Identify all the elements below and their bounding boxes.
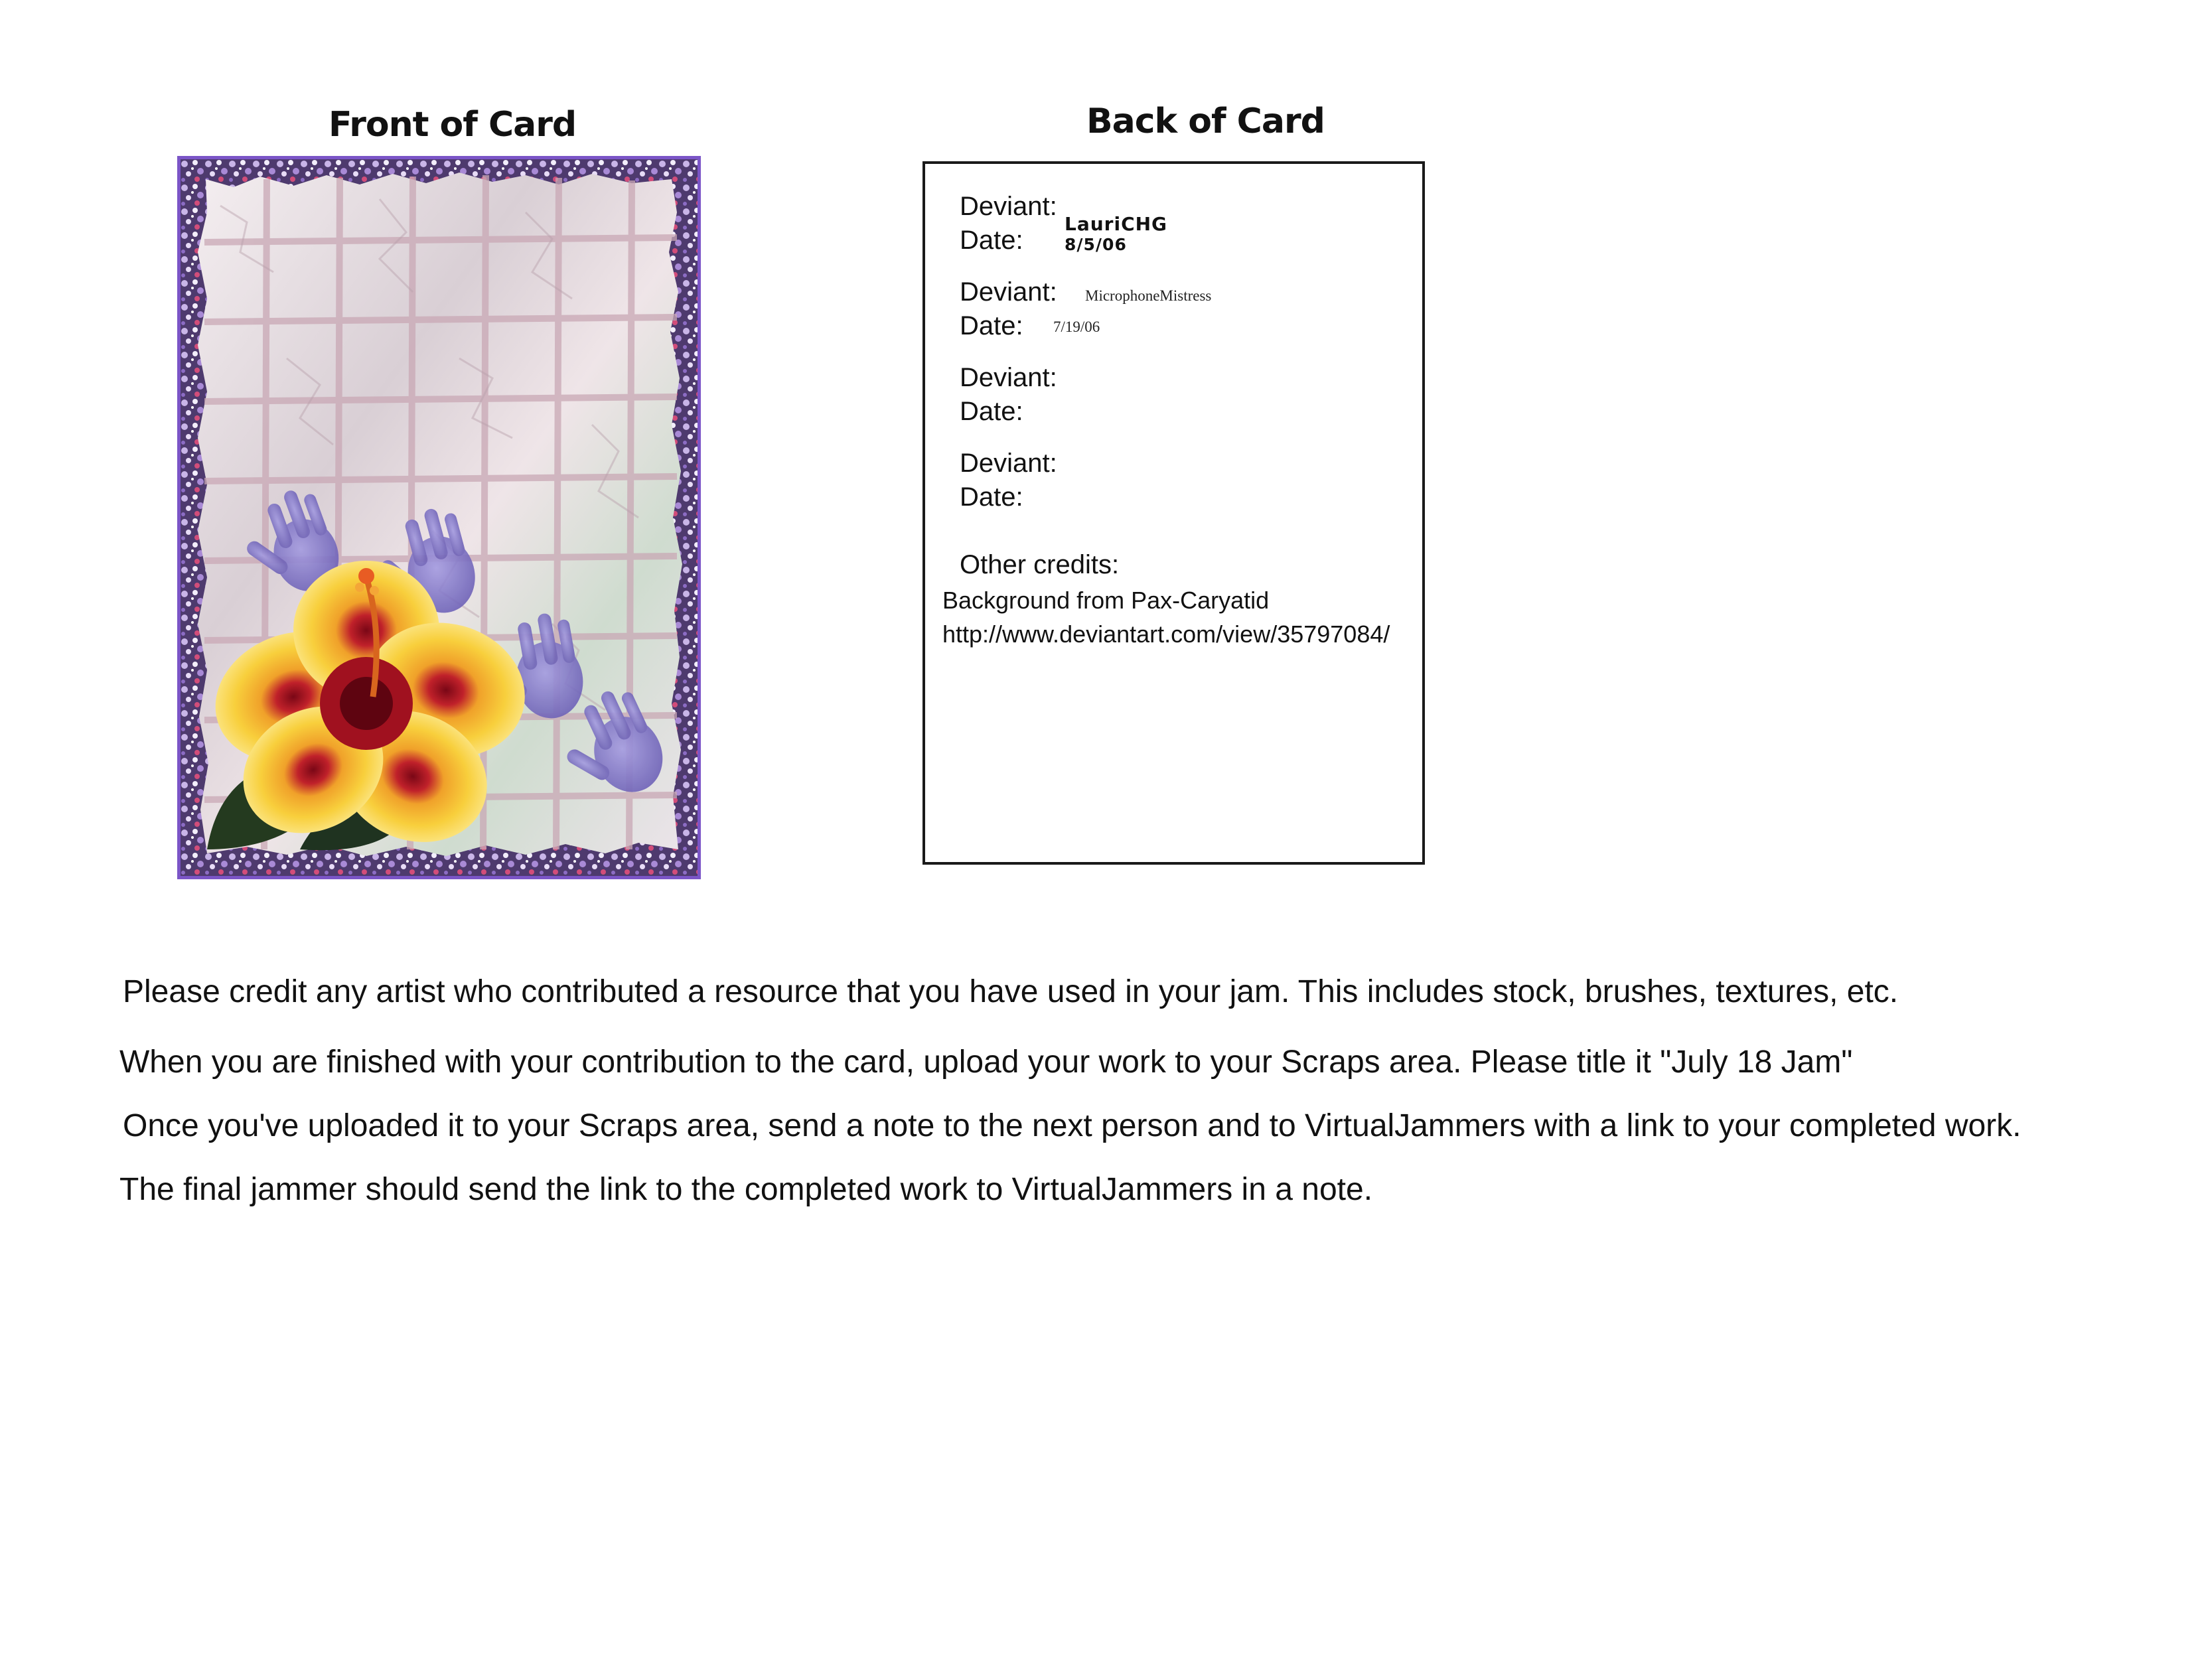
deviant-value-1: LauriCHG (1065, 213, 1168, 235)
instruction-final-jammer: The final jammer should send the link to the completed work to VirtualJammers in a note. (119, 1172, 1373, 1207)
deviant-label-2: Deviant: (960, 277, 1057, 307)
instruction-send-note: Once you've uploaded it to your Scraps area, send a note to the next person and to VirtualJammers with a link to your completed work. (123, 1108, 2022, 1143)
date-label-3: Date: (960, 397, 1023, 426)
other-credits-label: Other credits: (960, 550, 1120, 579)
date-value-2: 7/19/06 (1053, 319, 1100, 335)
instruction-credit-artists: Please credit any artist who contributed a resource that you have used in your jam. This includes stock, brushes, textures, etc. (123, 974, 1899, 1009)
deviant-label-1: Deviant: (960, 192, 1057, 221)
instruction-upload-scraps: When you are finished with your contribution to the card, upload your work to your Scraps area. Please title it "July 18 Jam" (119, 1045, 1853, 1080)
date-label-4: Date: (960, 482, 1023, 512)
front-of-card-heading: Front of Card (329, 105, 577, 145)
date-label-1: Date: (960, 226, 1023, 255)
back-card (922, 161, 1425, 865)
credit-line-1: Background from Pax-Caryatid (942, 587, 1270, 614)
front-card-artwork (177, 156, 701, 879)
deviant-value-2: MicrophoneMistress (1085, 287, 1212, 304)
date-label-2: Date: (960, 311, 1023, 340)
date-value-1: 8/5/06 (1065, 235, 1127, 254)
deviant-label-4: Deviant: (960, 449, 1057, 478)
deviant-label-3: Deviant: (960, 363, 1057, 392)
credit-link[interactable]: http://www.deviantart.com/view/35797084/ (942, 620, 1390, 648)
back-of-card-heading: Back of Card (1086, 102, 1325, 141)
